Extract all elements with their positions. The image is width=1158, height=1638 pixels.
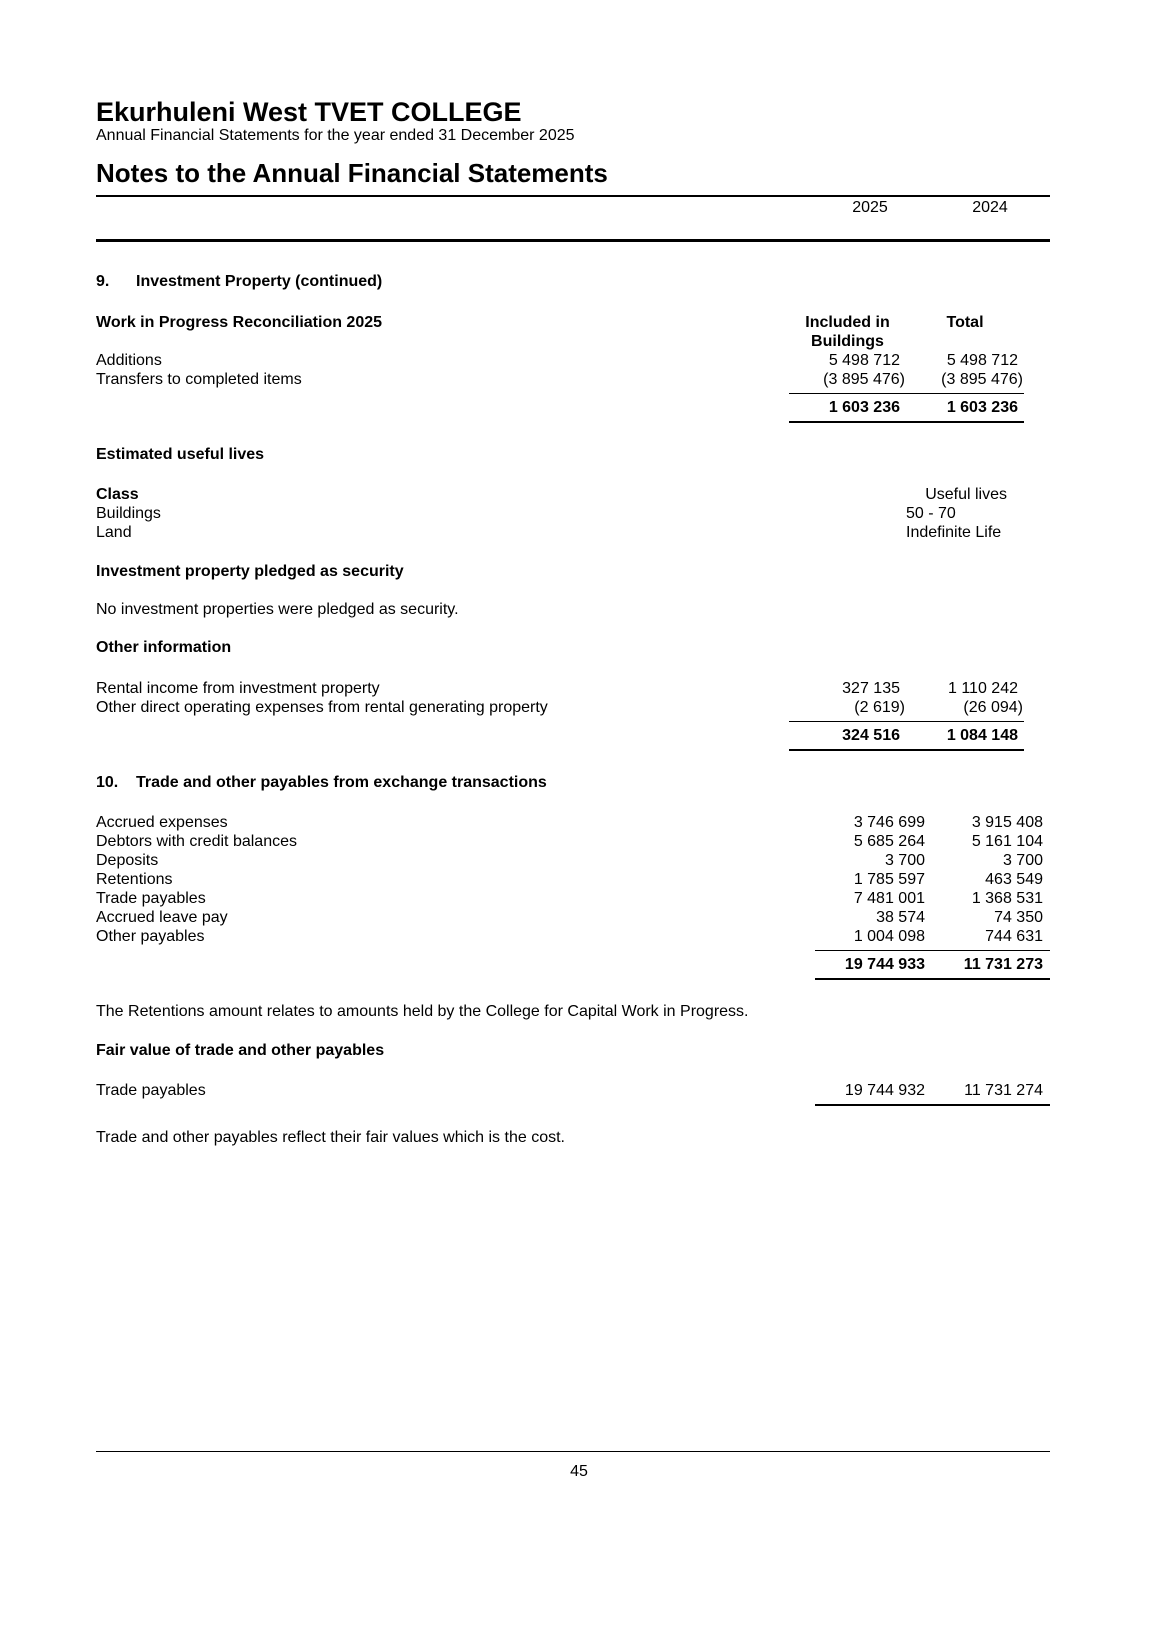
other-info-total-value: 324 516: [842, 727, 900, 744]
payables-total-rule: [815, 978, 1050, 980]
useful-lives-header: Useful lives: [925, 486, 1007, 503]
payables-subtotal-rule: [815, 950, 1050, 951]
note9-heading: Investment Property (continued): [136, 273, 383, 290]
useful-lives-title: Estimated useful lives: [96, 446, 265, 463]
wip-row-value: 5 498 712: [828, 352, 900, 369]
page-number: 45: [570, 1463, 588, 1480]
payables-row-label: Retentions: [96, 871, 173, 888]
fair-value-note: Trade and other payables reflect their fair values which is the cost.: [96, 1129, 565, 1146]
payables-row-value: 5 161 104: [971, 833, 1043, 850]
other-info-row-value: (26 094): [963, 699, 1023, 716]
useful-life-value: Indefinite Life: [906, 524, 1002, 541]
payables-row-value: 1 004 098: [853, 928, 925, 945]
payables-row-value: 3 700: [884, 852, 925, 869]
other-info-subtotal-rule: [789, 721, 1024, 722]
document-subtitle: Annual Financial Statements for the year ended 31 December 2025: [96, 127, 575, 144]
wip-row-value: (3 895 476): [941, 371, 1023, 388]
page-title: Notes to the Annual Financial Statements: [96, 158, 608, 188]
payables-row-label: Accrued expenses: [96, 814, 228, 831]
useful-life-value: 50 - 70: [906, 505, 956, 522]
wip-row-value: 5 498 712: [946, 352, 1018, 369]
header-rule: [96, 195, 1050, 197]
payables-row-label: Deposits: [96, 852, 159, 869]
wip-total-value: 1 603 236: [946, 399, 1018, 416]
payables-row-label: Accrued leave pay: [96, 909, 228, 926]
class-label: Buildings: [96, 505, 161, 522]
fair-value-row-value: 11 731 274: [964, 1082, 1043, 1099]
payables-row-value: 3 746 699: [853, 814, 925, 831]
fair-value-rule: [815, 1104, 1050, 1106]
payables-row-value: 3 700: [1002, 852, 1043, 869]
other-info-total-rule: [789, 749, 1024, 751]
fair-value-row-value: 19 744 932: [844, 1082, 925, 1099]
payables-row-value: 1 368 531: [971, 890, 1043, 907]
retentions-note: The Retentions amount relates to amounts held by the College for Capital Work in Progress.: [96, 1003, 749, 1020]
payables-row-value: 38 574: [876, 909, 925, 926]
payables-row-value: 7 481 001: [853, 890, 925, 907]
college-name: Ekurhuleni West TVET COLLEGE: [96, 97, 522, 127]
wip-col1-header-line1: Included in: [805, 314, 890, 331]
class-header: Class: [96, 486, 139, 503]
wip-col2-header: Total: [946, 314, 984, 331]
wip-row-value: (3 895 476): [823, 371, 905, 388]
wip-total-rule: [789, 421, 1024, 423]
other-info-row-value: (2 619): [854, 699, 905, 716]
payables-row-label: Trade payables: [96, 890, 206, 907]
note10-heading: Trade and other payables from exchange transactions: [136, 774, 547, 791]
footer-rule: [96, 1451, 1050, 1452]
wip-total-value: 1 603 236: [828, 399, 900, 416]
payables-row-value: 1 785 597: [853, 871, 925, 888]
payables-total-value: 19 744 933: [844, 956, 925, 973]
wip-col1-header-line2: Buildings: [811, 333, 884, 350]
header-thick-rule: [96, 239, 1050, 242]
wip-row-label: Transfers to completed items: [96, 371, 302, 388]
payables-row-value: 3 915 408: [971, 814, 1043, 831]
other-info-row-label: Rental income from investment property: [96, 680, 380, 697]
wip-subtotal-rule: [789, 393, 1024, 394]
other-info-row-label: Other direct operating expenses from rental generating property: [96, 699, 548, 716]
payables-row-value: 744 631: [985, 928, 1043, 945]
fair-value-row-label: Trade payables: [96, 1082, 206, 1099]
year-current-header: 2025: [852, 199, 888, 216]
other-info-title: Other information: [96, 639, 232, 656]
wip-row-label: Additions: [96, 352, 162, 369]
pledged-title: Investment property pledged as security: [96, 563, 404, 580]
note9-number: 9.: [96, 273, 110, 290]
other-info-row-value: 1 110 242: [948, 680, 1018, 697]
fair-value-title: Fair value of trade and other payables: [96, 1042, 385, 1059]
payables-total-value: 11 731 273: [963, 956, 1043, 973]
payables-row-value: 5 685 264: [853, 833, 925, 850]
payables-row-label: Debtors with credit balances: [96, 833, 297, 850]
note10-number: 10.: [96, 774, 119, 791]
payables-row-value: 463 549: [985, 871, 1043, 888]
payables-row-label: Other payables: [96, 928, 205, 945]
payables-row-value: 74 350: [994, 909, 1043, 926]
class-label: Land: [96, 524, 132, 541]
pledged-text: No investment properties were pledged as security.: [96, 601, 459, 618]
other-info-total-value: 1 084 148: [946, 727, 1018, 744]
wip-title: Work in Progress Reconciliation 2025: [96, 314, 383, 331]
other-info-row-value: 327 135: [842, 680, 900, 697]
year-prior-header: 2024: [972, 199, 1008, 216]
